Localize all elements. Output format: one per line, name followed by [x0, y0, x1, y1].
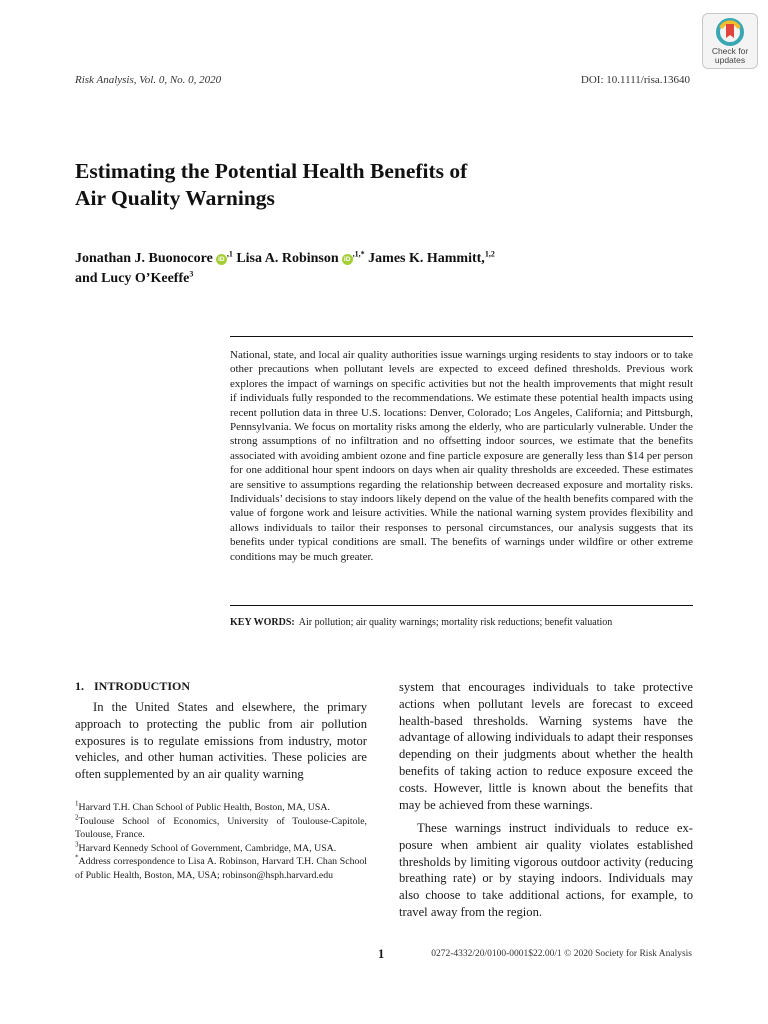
footnote-mark: *	[75, 853, 79, 862]
footnote	[75, 842, 367, 856]
section-title: INTRODUCTION	[94, 679, 191, 693]
author-name[interactable]: Jonathan J. Buonocore	[75, 251, 213, 266]
orcid-icon[interactable]: iD	[342, 254, 353, 265]
keywords-list: Air pollution; air quality warnings; mortality risk reductions; benefit valuation	[298, 617, 613, 628]
author-name[interactable]: Lisa A. Robinson	[236, 251, 339, 266]
abstract-top-rule	[230, 336, 693, 337]
author-name[interactable]: James K. Hammitt,	[368, 251, 485, 266]
badge-line-2: updates	[714, 55, 746, 65]
affiliation-footnotes	[75, 801, 367, 882]
footnote	[75, 801, 367, 815]
footnote-mark: 2	[75, 813, 79, 822]
badge-label	[703, 47, 757, 65]
doi-link[interactable]: DOI: 10.1111/risa.13640	[580, 74, 690, 86]
footnote-text: Harvard Kennedy School of Government, Cambridge, MA, USA.	[78, 842, 337, 854]
keywords-label: KEY WORDS:	[230, 617, 295, 628]
article-title	[75, 158, 595, 212]
abstract-bottom-rule	[230, 605, 693, 606]
author-affiliation-mark: 3	[189, 269, 194, 279]
title-line-2: Air Quality Warnings	[75, 186, 275, 210]
intro-paragraph-1: In the United States and elsewhere, the primary approach to protecting the public from air pollution exposures is to regulate emissions from industry, motor vehicles, and other human activities. These policies are often supplemented by an air quality warning	[75, 700, 367, 782]
keywords	[230, 617, 693, 628]
footnote	[75, 855, 367, 882]
author-affiliation-mark: 1,2	[484, 249, 495, 259]
orcid-icon[interactable]: iD	[216, 254, 227, 265]
author-name[interactable]: and Lucy O’Keeffe	[75, 271, 190, 286]
author-affiliation-mark: ,1	[226, 249, 233, 259]
footnote-text: Toulouse School of Economics, University of Toulouse-Capitole, Toulouse, France.	[75, 815, 367, 840]
badge-line-1: Check for	[711, 46, 749, 56]
author-list	[75, 249, 615, 289]
footnote-mark: 1	[75, 799, 79, 808]
footnote-text: Harvard T.H. Chan School of Public Health, Boston, MA, USA.	[78, 802, 330, 813]
footnote	[75, 815, 367, 842]
page-number: 1	[378, 947, 385, 961]
intro-paragraph-2: These warnings instruct individuals to reduce exposure when ambient air quality violates established thresholds by limiting vigorous outdoor activity (reducing breathing rate) or by staying indoors. Individuals may also choose to take additional actions, for example, to travel away from the region.	[399, 821, 693, 919]
section-number: 1.	[75, 679, 84, 693]
check-for-updates-badge[interactable]	[702, 13, 758, 69]
author-affiliation-mark: ,1,*	[352, 249, 365, 259]
footnote-mark: 3	[75, 840, 79, 849]
title-line-1: Estimating the Potential Health Benefits of	[75, 159, 468, 183]
footnote-text[interactable]: Address correspondence to Lisa A. Robinson, Harvard T.H. Chan School of Public Health, Boston, MA, USA; robinson@hsph.harvard.edu	[75, 856, 367, 881]
section-heading-introduction	[75, 679, 367, 694]
abstract-text: National, state, and local air quality authorities issue warnings urging residents to stay indoors or to take other precautions when pollutant levels are expected to exceed defined thresholds. Previous work explores the impact of warnings on specific activities but not the health improvements that might result if individuals fully responded to the recommendations. We estimate these potential health impacts using recent pollution data in three U.S. locations: Denver, Colorado; Los Angeles, California; and Pittsburgh, Pennsylvania. We focus on mortality risks among the elderly, who are particularly vulnerable. Under the strong assumptions of no infiltration and no offsetting indoor sources, we estimate that the benefits associated with avoiding ambient ozone and fine particle exposure are generally less than $14 per person for one additional hour spent indoors on days when air quality thresholds are exceeded. These estimates are sensitive to assumptions regarding the relationship between decreased exposure and mortality risks. Individuals’ decisions to stay indoors likely depend on the value of the health benefits compared with the value of forgone work and leisure activities. While the national warning system provides flexibility and allows individuals to tailor their responses to personal circumstances, our analysis suggests that its benefits under typical conditions are small. The benefits of warnings under wildfire or other extreme conditions may be much greater.	[230, 349, 693, 563]
intro-paragraph-1-continued: system that encourages individuals to take protective actions when pollutant levels are forecast to exceed health-based thresholds. Warning systems have the advantage of allowing individuals to adapt their responses depending on their judgments about whether the health benefits of taking action to reduce exposure exceed the costs. However, little is known about the benefits that may be achieved from these warnings.	[399, 680, 693, 812]
crossmark-icon	[716, 18, 744, 46]
copyright-line: 0272-4332/20/0100-0001$22.00/1 © 2020 Society for Risk Analysis	[431, 949, 692, 959]
journal-citation: Risk Analysis, Vol. 0, No. 0, 2020	[75, 74, 222, 86]
